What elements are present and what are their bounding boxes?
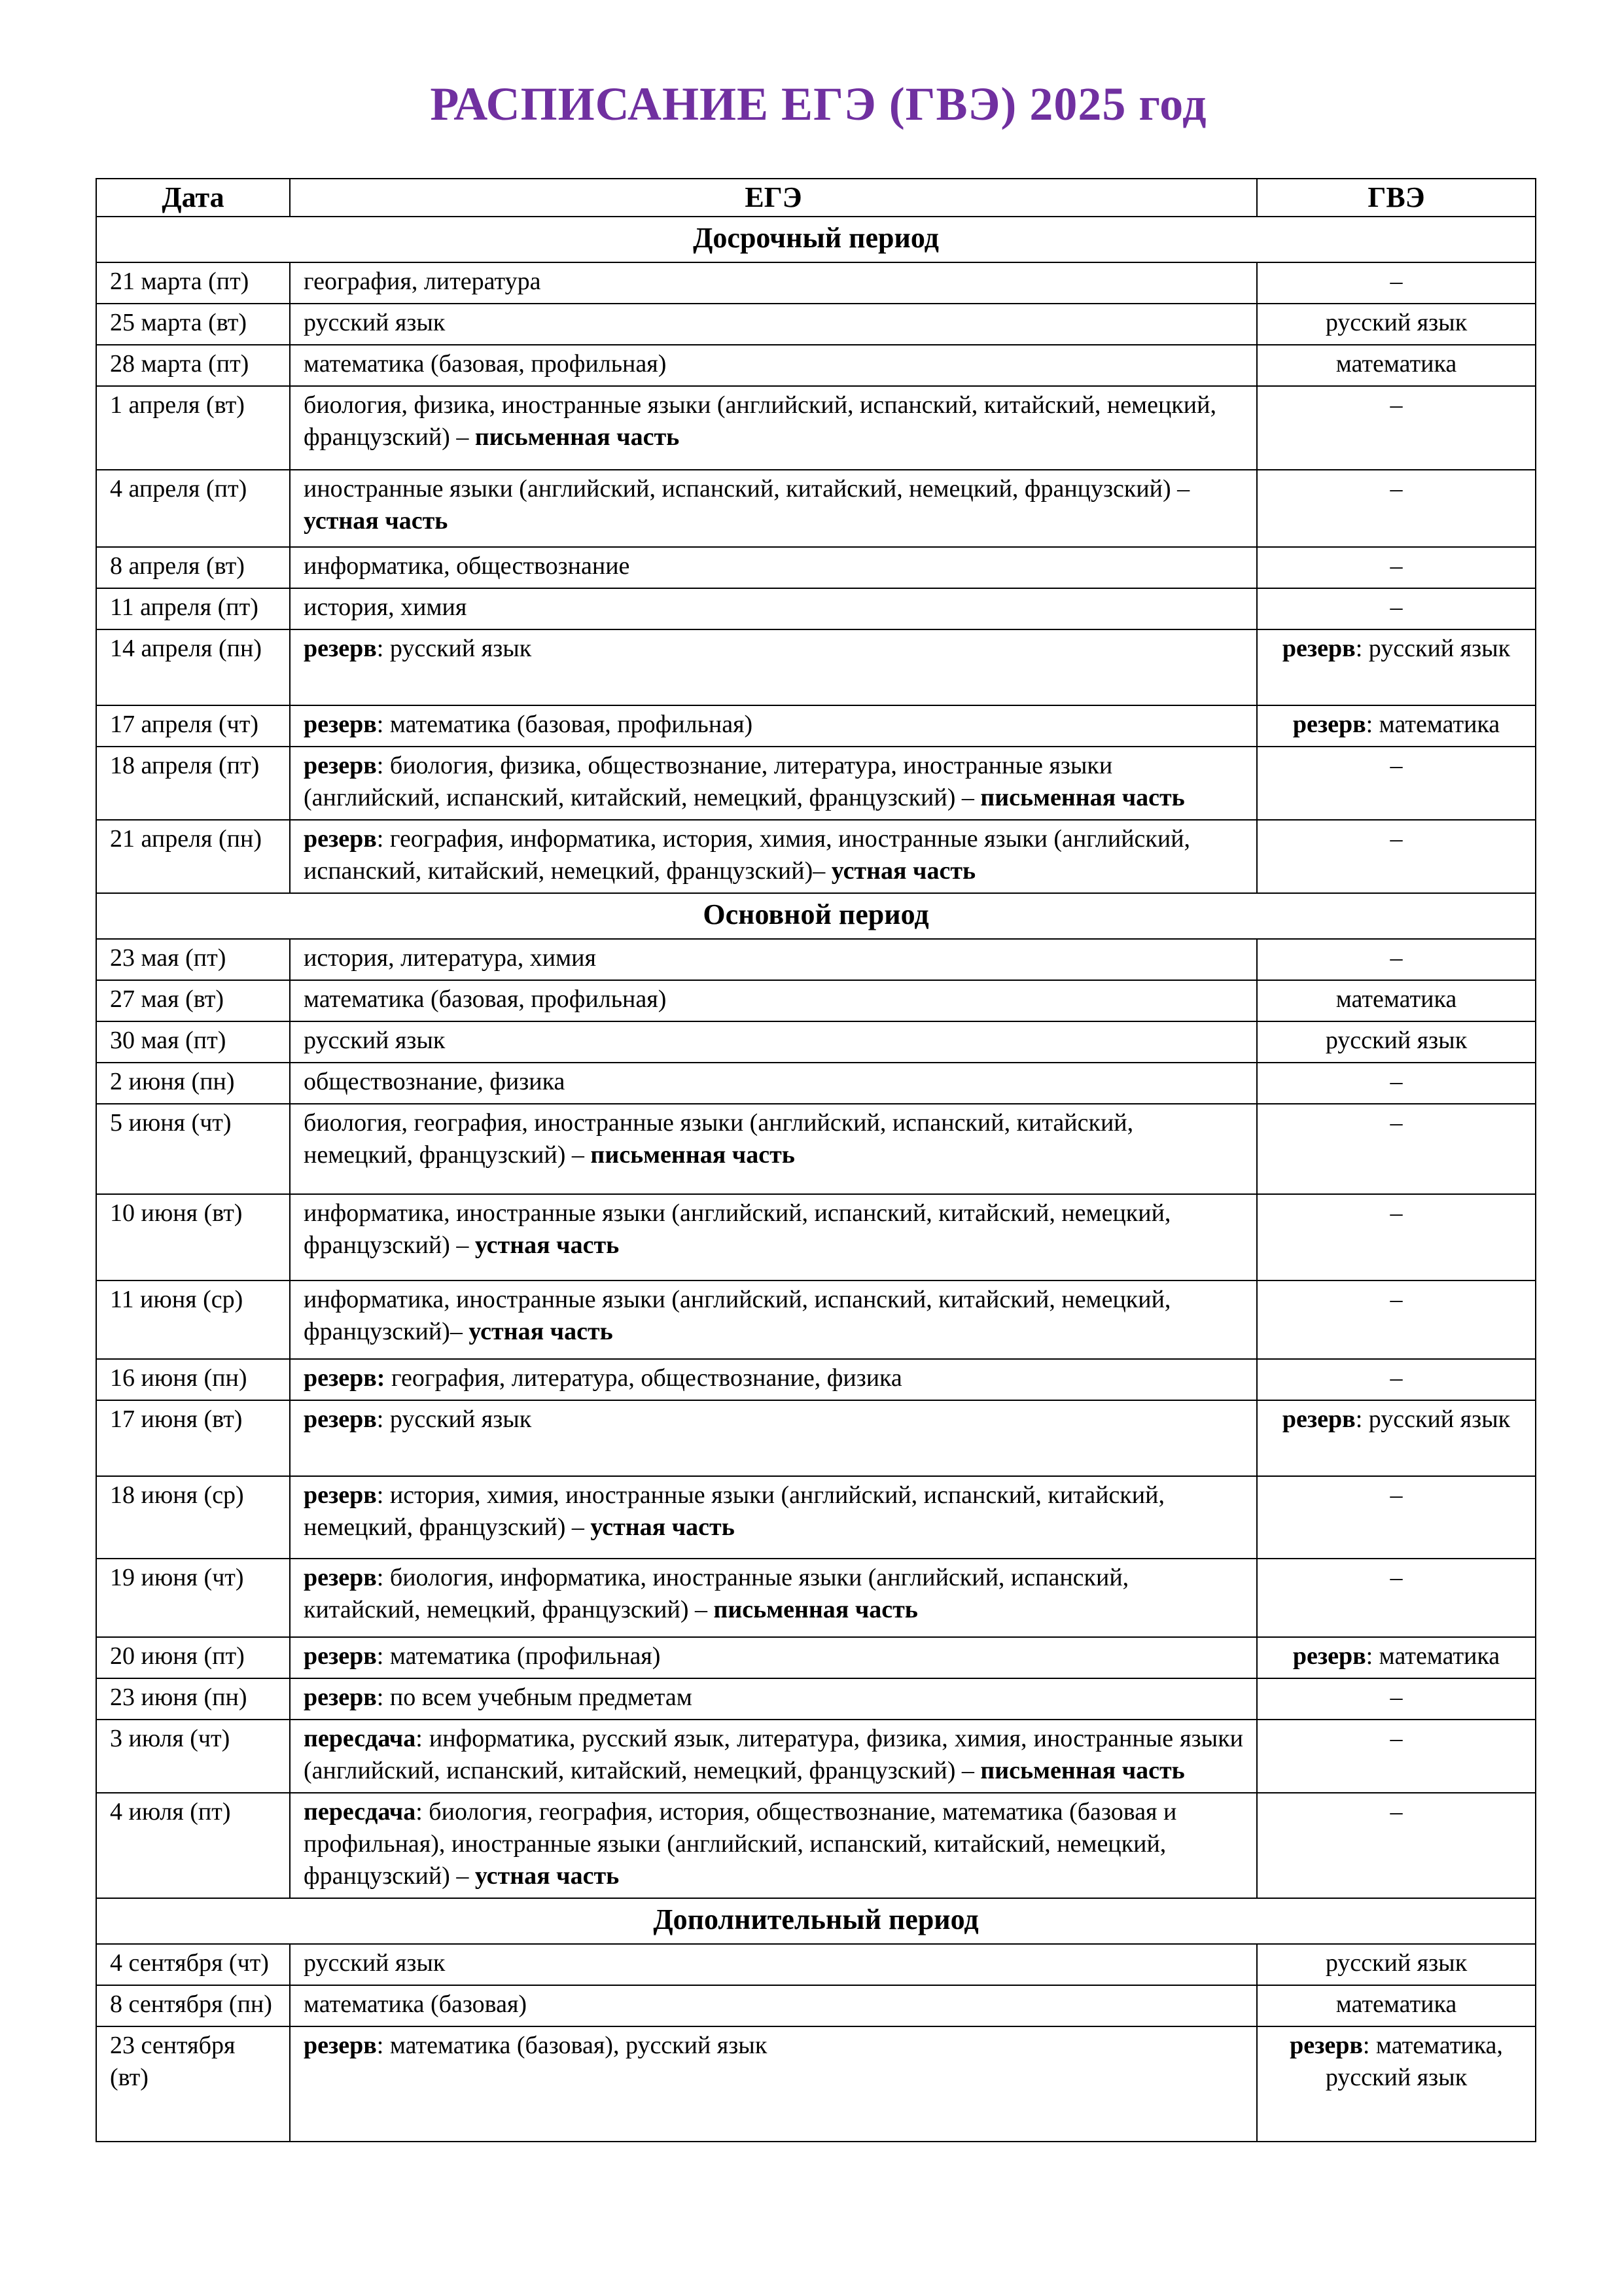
- table-row: [96, 1985, 1536, 2026]
- gve-subjects: [1257, 345, 1536, 386]
- text: география, литература, обществознание, физика: [385, 1364, 902, 1392]
- text: –: [1390, 944, 1403, 972]
- exam-date: 18 июня (ср): [96, 1476, 290, 1559]
- table-row: [96, 386, 1536, 470]
- table-row: [96, 1280, 1536, 1359]
- exam-date: 1 апреля (вт): [96, 386, 290, 470]
- bold-text: резерв: [1282, 635, 1356, 662]
- exam-date: 14 апреля (пн): [96, 629, 290, 705]
- text: –: [1390, 391, 1403, 419]
- ege-subjects: [290, 939, 1257, 980]
- gve-subjects: [1257, 547, 1536, 588]
- ege-subjects: [290, 262, 1257, 304]
- text: : математика (базовая), русский язык: [376, 2032, 768, 2059]
- table-row: [96, 1063, 1536, 1104]
- text: : математика: [1366, 711, 1500, 738]
- bold-text: устная часть: [590, 1513, 735, 1541]
- text: : история, химия, иностранные языки (английский, испанский, китайский, немецкий, французский) –: [304, 1481, 1165, 1541]
- bold-text: устная часть: [468, 1318, 613, 1345]
- table-row: [96, 470, 1536, 547]
- text: –: [1390, 1725, 1403, 1752]
- text: математика: [1335, 1990, 1457, 2018]
- text: : биология, информатика, иностранные языки (английский, испанский, китайский, немецкий, французский) –: [304, 1564, 1129, 1623]
- table-row: [96, 747, 1536, 820]
- ege-subjects: [290, 1637, 1257, 1678]
- bold-text: устная часть: [474, 1862, 620, 1890]
- text: : математика (базовая, профильная): [376, 711, 753, 738]
- text: –: [1390, 1364, 1403, 1392]
- table-row: [96, 629, 1536, 705]
- text: математика (базовая, профильная): [304, 985, 667, 1013]
- gve-subjects: [1257, 2026, 1536, 2142]
- gve-subjects: [1257, 470, 1536, 547]
- ege-subjects: [290, 1400, 1257, 1476]
- exam-date: 21 марта (пт): [96, 262, 290, 304]
- text: –: [1390, 552, 1403, 580]
- gve-subjects: [1257, 705, 1536, 747]
- table-row: [96, 588, 1536, 629]
- table-row: [96, 1194, 1536, 1280]
- ege-subjects: [290, 1985, 1257, 2026]
- exam-date: 23 июня (пн): [96, 1678, 290, 1720]
- bold-text: устная часть: [304, 507, 448, 535]
- exam-date: 3 июля (чт): [96, 1720, 290, 1793]
- column-header-ege: ЕГЭ: [290, 179, 1257, 217]
- gve-subjects: [1257, 939, 1536, 980]
- text: : математика: [1366, 1642, 1500, 1670]
- table-row: [96, 1400, 1536, 1476]
- exam-date: 8 сентября (пн): [96, 1985, 290, 2026]
- exam-date: 4 апреля (пт): [96, 470, 290, 547]
- exam-date: 5 июня (чт): [96, 1104, 290, 1194]
- gve-subjects: [1257, 1944, 1536, 1985]
- ege-subjects: [290, 547, 1257, 588]
- exam-date: 21 апреля (пн): [96, 820, 290, 893]
- text: биология, физика, иностранные языки (английский, испанский, китайский, немецкий, французский) –: [304, 391, 1216, 451]
- bold-text: резерв: [1292, 1642, 1366, 1670]
- ege-subjects: [290, 629, 1257, 705]
- text: : география, информатика, история, химия, иностранные языки (английский, испанский, китайский, немецкий, французский)–: [304, 825, 1191, 885]
- text: русский язык: [304, 1949, 446, 1977]
- text: информатика, иностранные языки (английский, испанский, китайский, немецкий, французский) –: [304, 1199, 1171, 1259]
- table-row: [96, 980, 1536, 1021]
- text: : русский язык: [376, 635, 532, 662]
- gve-subjects: [1257, 1280, 1536, 1359]
- ege-subjects: [290, 588, 1257, 629]
- bold-text: письменная часть: [980, 1757, 1185, 1784]
- exam-date: 23 сентября (вт): [96, 2026, 290, 2142]
- table-row: [96, 1559, 1536, 1637]
- table-row: [96, 345, 1536, 386]
- text: математика (базовая): [304, 1990, 527, 2018]
- text: русский язык: [304, 1027, 446, 1054]
- period-row: [96, 1898, 1536, 1944]
- gve-subjects: [1257, 1194, 1536, 1280]
- ege-subjects: [290, 820, 1257, 893]
- text: : математика (профильная): [376, 1642, 661, 1670]
- gve-subjects: [1257, 1400, 1536, 1476]
- bold-text: резерв: [304, 635, 377, 662]
- exam-date: 20 июня (пт): [96, 1637, 290, 1678]
- bold-text: резерв: [1290, 2032, 1363, 2059]
- ege-subjects: [290, 1359, 1257, 1400]
- ege-subjects: [290, 1021, 1257, 1063]
- text: –: [1390, 1068, 1403, 1095]
- table-row: [96, 262, 1536, 304]
- gve-subjects: [1257, 747, 1536, 820]
- exam-date: 30 мая (пт): [96, 1021, 290, 1063]
- gve-subjects: [1257, 1359, 1536, 1400]
- gve-subjects: [1257, 304, 1536, 345]
- gve-subjects: [1257, 1720, 1536, 1793]
- schedule-table: [96, 178, 1536, 2142]
- bold-text: резерв: [304, 752, 377, 779]
- exam-date: 23 мая (пт): [96, 939, 290, 980]
- table-row: [96, 1359, 1536, 1400]
- bold-text: резерв: [304, 711, 377, 738]
- bold-text: письменная часть: [474, 423, 680, 451]
- table-row: [96, 1720, 1536, 1793]
- text: –: [1390, 825, 1403, 853]
- text: –: [1390, 475, 1403, 503]
- period-title: Основной период: [96, 893, 1536, 939]
- table-row: [96, 705, 1536, 747]
- text: математика (базовая, профильная): [304, 350, 667, 378]
- ege-subjects: [290, 1720, 1257, 1793]
- text: история, литература, химия: [304, 944, 596, 972]
- table-row: [96, 1678, 1536, 1720]
- ege-subjects: [290, 1559, 1257, 1637]
- text: –: [1390, 1109, 1403, 1137]
- ege-subjects: [290, 1063, 1257, 1104]
- period-title: Дополнительный период: [96, 1898, 1536, 1944]
- text: : русский язык: [1355, 1405, 1511, 1433]
- exam-date: 17 июня (вт): [96, 1400, 290, 1476]
- gve-subjects: [1257, 588, 1536, 629]
- exam-date: 25 марта (вт): [96, 304, 290, 345]
- table-row: [96, 304, 1536, 345]
- ege-subjects: [290, 1194, 1257, 1280]
- text: информатика, обществознание: [304, 552, 630, 580]
- ege-subjects: [290, 1793, 1257, 1898]
- bold-text: письменная часть: [713, 1596, 918, 1623]
- bold-text: резерв:: [304, 1364, 385, 1392]
- gve-subjects: [1257, 1985, 1536, 2026]
- exam-date: 16 июня (пн): [96, 1359, 290, 1400]
- gve-subjects: [1257, 1063, 1536, 1104]
- table-row: [96, 939, 1536, 980]
- ege-subjects: [290, 345, 1257, 386]
- gve-subjects: [1257, 386, 1536, 470]
- period-title: Досрочный период: [96, 217, 1536, 262]
- ege-subjects: [290, 1280, 1257, 1359]
- gve-subjects: [1257, 1793, 1536, 1898]
- bold-text: резерв: [304, 1642, 377, 1670]
- text: : русский язык: [1355, 635, 1511, 662]
- period-row: [96, 893, 1536, 939]
- ege-subjects: [290, 1678, 1257, 1720]
- ege-subjects: [290, 705, 1257, 747]
- bold-text: резерв: [304, 1564, 377, 1591]
- text: –: [1390, 1286, 1403, 1313]
- table-row: [96, 1104, 1536, 1194]
- text: : по всем учебным предметам: [376, 1684, 692, 1711]
- exam-date: 28 марта (пт): [96, 345, 290, 386]
- text: география, литература: [304, 268, 541, 295]
- gve-subjects: [1257, 820, 1536, 893]
- table-row: [96, 1793, 1536, 1898]
- gve-subjects: [1257, 980, 1536, 1021]
- table-row: [96, 1476, 1536, 1559]
- table-row: [96, 547, 1536, 588]
- gve-subjects: [1257, 1559, 1536, 1637]
- bold-text: пересдача: [304, 1725, 416, 1752]
- ege-subjects: [290, 747, 1257, 820]
- exam-date: 17 апреля (чт): [96, 705, 290, 747]
- exam-date: 11 июня (ср): [96, 1280, 290, 1359]
- table-row: [96, 1637, 1536, 1678]
- text: русский язык: [304, 309, 446, 336]
- ege-subjects: [290, 1944, 1257, 1985]
- text: –: [1390, 268, 1403, 295]
- gve-subjects: [1257, 1021, 1536, 1063]
- table-row: [96, 2026, 1536, 2142]
- gve-subjects: [1257, 262, 1536, 304]
- text: –: [1390, 1798, 1403, 1826]
- exam-date: 18 апреля (пт): [96, 747, 290, 820]
- exam-date: 4 сентября (чт): [96, 1944, 290, 1985]
- text: биология, география, иностранные языки (английский, испанский, китайский, немецкий, французский) –: [304, 1109, 1134, 1169]
- text: –: [1390, 593, 1403, 621]
- column-header-date: Дата: [96, 179, 290, 217]
- text: обществознание, физика: [304, 1068, 565, 1095]
- text: –: [1390, 1199, 1403, 1227]
- bold-text: резерв: [304, 1481, 377, 1509]
- table-row: [96, 820, 1536, 893]
- text: математика: [1335, 350, 1457, 378]
- bold-text: устная часть: [831, 857, 976, 885]
- gve-subjects: [1257, 1678, 1536, 1720]
- text: история, химия: [304, 593, 467, 621]
- exam-date: 11 апреля (пт): [96, 588, 290, 629]
- text: иностранные языки (английский, испанский, китайский, немецкий, французский) –: [304, 475, 1190, 503]
- ege-subjects: [290, 386, 1257, 470]
- text: –: [1390, 1481, 1403, 1509]
- text: информатика, иностранные языки (английский, испанский, китайский, немецкий, французский)–: [304, 1286, 1171, 1345]
- text: математика: [1335, 985, 1457, 1013]
- text: : информатика, русский язык, литература, физика, химия, иностранные языки (английский, испанский, китайский, немецкий, французский) –: [304, 1725, 1243, 1784]
- bold-text: резерв: [1292, 711, 1366, 738]
- exam-date: 8 апреля (вт): [96, 547, 290, 588]
- table-row: [96, 1944, 1536, 1985]
- schedule-body: [96, 217, 1536, 2142]
- gve-subjects: [1257, 1104, 1536, 1194]
- bold-text: письменная часть: [590, 1141, 795, 1169]
- text: русский язык: [1325, 1949, 1468, 1977]
- bold-text: резерв: [1282, 1405, 1356, 1433]
- text: : русский язык: [376, 1405, 532, 1433]
- bold-text: резерв: [304, 1405, 377, 1433]
- text: –: [1390, 1564, 1403, 1591]
- bold-text: устная часть: [474, 1231, 620, 1259]
- period-row: [96, 217, 1536, 262]
- ege-subjects: [290, 1476, 1257, 1559]
- ege-subjects: [290, 1104, 1257, 1194]
- table-row: [96, 1021, 1536, 1063]
- bold-text: письменная часть: [980, 784, 1185, 811]
- text: русский язык: [1325, 309, 1468, 336]
- text: : математика, русский язык: [1325, 2032, 1503, 2091]
- gve-subjects: [1257, 1637, 1536, 1678]
- bold-text: резерв: [304, 825, 377, 853]
- exam-date: 2 июня (пн): [96, 1063, 290, 1104]
- ege-subjects: [290, 470, 1257, 547]
- exam-date: 27 мая (вт): [96, 980, 290, 1021]
- bold-text: резерв: [304, 2032, 377, 2059]
- exam-date: 19 июня (чт): [96, 1559, 290, 1637]
- ege-subjects: [290, 980, 1257, 1021]
- gve-subjects: [1257, 629, 1536, 705]
- gve-subjects: [1257, 1476, 1536, 1559]
- ege-subjects: [290, 2026, 1257, 2142]
- text: –: [1390, 1684, 1403, 1711]
- ege-subjects: [290, 304, 1257, 345]
- text: : биология, физика, обществознание, литература, иностранные языки (английский, испанский, китайский, немецкий, французский) –: [304, 752, 1113, 811]
- text: : биология, география, история, обществознание, математика (базовая и профильная), иностранные языки (английский, испанский, китайский, немецкий, французский) –: [304, 1798, 1177, 1890]
- exam-date: 10 июня (вт): [96, 1194, 290, 1280]
- table-header-row: [96, 179, 1536, 217]
- exam-date: 4 июля (пт): [96, 1793, 290, 1898]
- text: русский язык: [1325, 1027, 1468, 1054]
- column-header-gve: ГВЭ: [1257, 179, 1536, 217]
- bold-text: резерв: [304, 1684, 377, 1711]
- bold-text: пересдача: [304, 1798, 416, 1826]
- page-title: РАСПИСАНИЕ ЕГЭ (ГВЭ) 2025 год: [430, 78, 1207, 130]
- text: –: [1390, 752, 1403, 779]
